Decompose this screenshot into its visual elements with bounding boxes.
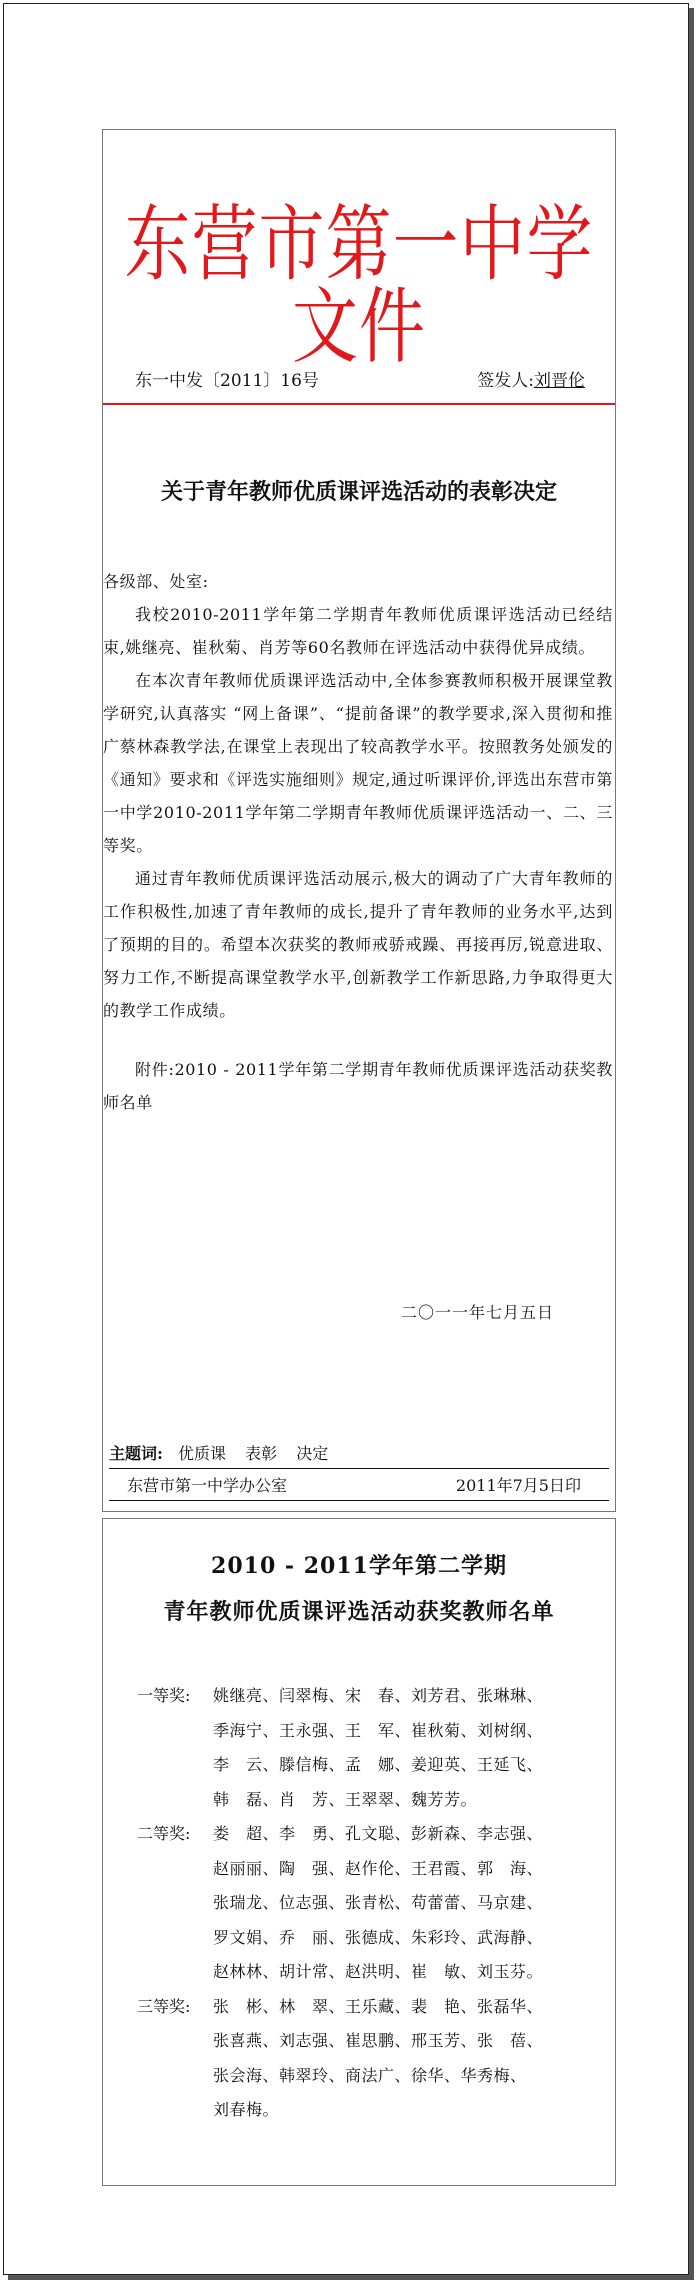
award-names-line: 娄 超、李 勇、孔文聪、彭新森、李志强、	[213, 1824, 544, 1843]
body-paragraph: 通过青年教师优质课评选活动展示,极大的调动了广大青年教师的工作积极性,加速了青年教师的成长,提升了青年教师的业务水平,达到了预期的目的。希望本次获奖的教师戒骄戒躁、再接再厉,锐意进取、努力工作,不断提高课堂教学水平,创新教学工作新思路,力争取得更大的教学工作成绩。	[103, 869, 613, 1020]
office-row	[109, 1469, 609, 1501]
document-number: 东一中发〔2011〕16号	[135, 371, 319, 391]
award-group-first	[137, 1679, 609, 1817]
award-names-line: 刘春梅。	[213, 2100, 280, 2119]
award-names-line: 张 彬、林 翠、王乐藏、裴 艳、张磊华、	[213, 1996, 544, 2016]
notice-page	[102, 129, 616, 1512]
award-names-line: 季海宁、王永强、王 军、崔秋菊、刘树纲、	[213, 1720, 544, 1740]
body-paragraph: 我校2010-2011学年第二学期青年教师优质课评选活动已经结束,姚继亮、崔秋菊、肖芳等60名教师在评选活动中获得优异成绩。	[103, 605, 613, 657]
award-list-page	[102, 1518, 616, 2186]
award-names-line: 姚继亮、闫翠梅、宋 春、刘芳君、张琳琳、	[213, 1686, 544, 1705]
keyword: 优质课	[178, 1444, 227, 1463]
award-label: 一等奖:	[137, 1686, 191, 1705]
award-names-line: 张会海、韩翠玲、商法广、徐华、华秀梅、	[213, 2065, 527, 2085]
award-group-second	[137, 1817, 609, 1990]
signer-name: 刘晋伦	[534, 371, 585, 391]
signer	[477, 366, 585, 391]
award-group-third	[137, 1990, 609, 2128]
award-names-line: 韩 磊、肖 芳、王翠翠、魏芳芳。	[213, 1789, 478, 1809]
print-date: 2011年7月5日印	[455, 1476, 581, 1495]
award-names-line: 张喜燕、刘志强、崔思鹏、邢玉芳、张 蓓、	[213, 2031, 544, 2050]
signer-label: 签发人:	[477, 371, 534, 391]
award-groups	[137, 1679, 609, 2128]
keywords-label: 主题词:	[109, 1444, 163, 1463]
document-header-title: 东营市第一中学文件	[124, 196, 594, 375]
award-names-line: 赵林林、胡计常、赵洪明、崔 敏、刘玉芬。	[213, 1962, 544, 1981]
award-label: 三等奖:	[137, 1996, 191, 2016]
keyword: 表彰	[245, 1444, 278, 1463]
red-divider	[103, 403, 615, 405]
award-names-line: 张瑞龙、位志强、张青松、苟蕾蕾、马京建、	[213, 1893, 544, 1912]
body-paragraph: 在本次青年教师优质课评选活动中,全体参赛教师积极开展课堂教学研究,认真落实 “网上备课”、“提前备课”的教学要求,深入贯彻和推广蔡林森教学法,在课堂上表现出了较高教学水平。按照教务处颁发的《通知》要求和《评选实施细则》规定,通过听课评价,评选出东营市第一中学2010-2011学年第二学期青年教师优质课评选活动一、二、三等奖。	[103, 671, 613, 855]
award-names-line: 李 云、滕信梅、孟 娜、姜迎英、王延飞、	[213, 1755, 544, 1774]
issuing-office: 东营市第一中学办公室	[127, 1476, 288, 1495]
keyword: 决定	[296, 1444, 329, 1463]
issue-date: 二〇一一年七月五日	[401, 1303, 555, 1322]
notice-title: 关于青年教师优质课评选活动的表彰决定	[160, 479, 557, 505]
award-list-title-line2: 青年教师优质课评选活动获奖教师名单	[163, 1599, 555, 1625]
attachment-note: 附件:2010 - 2011学年第二学期青年教师优质课评选活动获奖教师名单	[103, 1060, 613, 1112]
award-list-title-line1: 2010 - 2011学年第二学期	[211, 1553, 507, 1579]
salutation: 各级部、处室:	[103, 572, 209, 591]
document-frame	[3, 3, 689, 2275]
notice-body	[103, 565, 613, 1119]
keywords-row	[109, 1441, 609, 1469]
award-names-line: 赵丽丽、陶 强、赵作伦、王君霞、郭 海、	[213, 1858, 544, 1878]
award-label: 二等奖:	[137, 1824, 191, 1843]
award-names-line: 罗文娟、乔 丽、张德成、朱彩玲、武海静、	[213, 1927, 544, 1947]
